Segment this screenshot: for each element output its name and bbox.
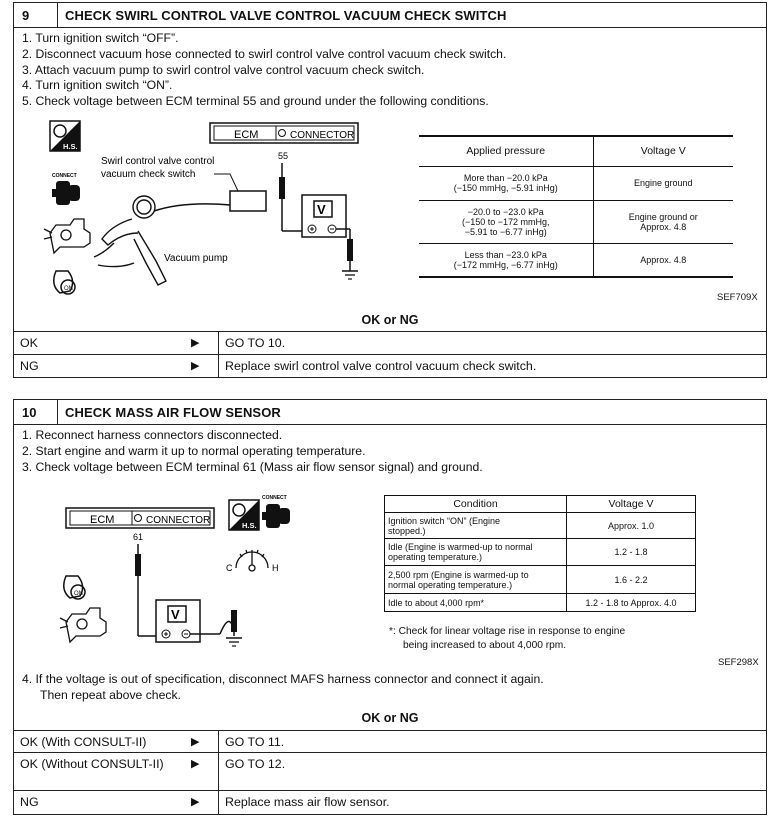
- arrow-icon: ▶: [191, 758, 200, 770]
- voltmeter: [279, 163, 358, 279]
- cell-text: stopped.): [388, 525, 426, 536]
- result-action: Replace swirl control valve control vacuum check switch.: [225, 359, 537, 373]
- hs-label: H.S.: [242, 521, 257, 530]
- figure-code: SEF709X: [717, 292, 758, 303]
- result-row-ok: [14, 331, 766, 354]
- step-number: 9: [14, 3, 58, 27]
- engine-icon: [60, 608, 106, 642]
- result-row-ok-with-consult: [14, 730, 766, 752]
- column-header: Applied pressure: [419, 136, 593, 166]
- vacuum-check-diagram: [14, 111, 414, 311]
- connect-icon: [52, 173, 80, 205]
- ignition-key-icon: [64, 576, 85, 599]
- step-9-header: [14, 3, 766, 28]
- result-row-ng: [14, 354, 766, 378]
- cell-text: Less than −23.0 kPa: [464, 249, 547, 260]
- result-condition: NG: [20, 359, 39, 373]
- cell-text: Approx. 4.8: [640, 254, 687, 265]
- cell-text: normal operating temperature.): [388, 579, 513, 590]
- instruction: 3. Attach vacuum pump to swirl control valve control vacuum check switch.: [22, 62, 425, 77]
- cell-text: More than −20.0 kPa: [463, 173, 548, 183]
- table-row: [385, 594, 696, 612]
- pressure-voltage-table: [419, 135, 733, 278]
- voltmeter: [135, 544, 242, 646]
- cell-text: Ignition switch “ON” (Engine: [388, 515, 501, 526]
- cell-text: 1.2 - 1.8: [614, 547, 648, 557]
- result-condition: OK (Without CONSULT-II): [20, 757, 164, 771]
- step-title: CHECK MASS AIR FLOW SENSOR: [65, 405, 281, 420]
- result-action: GO TO 11.: [225, 735, 285, 749]
- step-9-instructions: [14, 28, 766, 110]
- connector-label: CONNECTOR: [146, 515, 211, 526]
- figure-code: SEF298X: [718, 657, 759, 668]
- cell-text: operating temperature.): [388, 552, 483, 562]
- cell-text: (−172 mmHg, −6.77 inHg): [453, 259, 558, 270]
- table-row: [419, 200, 733, 243]
- instruction: 1. Reconnect harness connectors disconnected.: [22, 428, 283, 442]
- column-header: Voltage V: [640, 145, 686, 158]
- result-row-ok-without-consult: [14, 752, 766, 790]
- hs-icon: [50, 121, 80, 151]
- cell-text: (−150 to −172 mmHg,: [461, 216, 550, 227]
- result-action: GO TO 10.: [225, 336, 286, 350]
- step-10-panel: [13, 399, 767, 815]
- arrow-icon: ▶: [191, 337, 200, 349]
- step-10-instructions: [14, 425, 766, 475]
- step-9-panel: [13, 2, 767, 378]
- instruction: 3. Check voltage between ECM terminal 61 (Mass air flow sensor signal) and ground.: [22, 459, 483, 474]
- cell-text: Idle to about 4,000 rpm*: [388, 597, 485, 608]
- note-line: being increased to about 4,000 rpm.: [403, 640, 567, 651]
- result-row-ng: [14, 790, 766, 814]
- table-row: [385, 566, 696, 594]
- step-10-header: [14, 400, 766, 425]
- swirl-label: Swirl control valve control: [101, 156, 215, 167]
- arrow-icon: ▶: [191, 796, 200, 808]
- table-row: [419, 243, 733, 277]
- result-condition: OK (With CONSULT-II): [20, 735, 147, 749]
- vacuum-check-switch: [230, 191, 266, 211]
- step-number: 10: [14, 400, 58, 424]
- arrow-icon: ▶: [191, 736, 200, 748]
- temperature-gauge-icon: [236, 550, 268, 571]
- cell-text: Engine ground: [633, 178, 693, 188]
- meter-label: V: [171, 607, 180, 622]
- cell-text: −5.91 to −6.77 inHg): [464, 226, 547, 237]
- cell-text: −20.0 to −23.0 kPa: [467, 206, 544, 217]
- connector-label: CONNECTOR: [290, 130, 355, 141]
- table-row: [419, 166, 733, 200]
- cell-text: Idle (Engine is warmed-up to normal: [388, 542, 533, 552]
- hs-label: H.S.: [63, 142, 78, 151]
- ecm-connector: [66, 508, 214, 528]
- ecm-label: ECM: [90, 514, 115, 526]
- gauge-cold-label: C: [226, 563, 233, 573]
- condition-voltage-table: [384, 495, 696, 612]
- ok-or-ng-heading: OK or NG: [361, 711, 419, 725]
- result-condition: OK: [20, 336, 38, 350]
- instruction: 4. Turn ignition switch “ON”.: [22, 78, 173, 93]
- note-line: *: Check for linear voltage rise in response to engine: [389, 626, 626, 637]
- ecm-connector: [210, 123, 358, 143]
- instruction: Then repeat above check.: [40, 688, 181, 702]
- connect-icon: [262, 495, 290, 528]
- ignition-key-icon: [54, 271, 75, 294]
- arrow-icon: ▶: [191, 360, 200, 372]
- cell-text: 2,500 rpm (Engine is warmed-up to: [388, 569, 529, 580]
- result-action: GO TO 12.: [225, 757, 286, 771]
- column-header: Condition: [385, 496, 567, 513]
- table-row: [385, 539, 696, 566]
- instruction: 5. Check voltage between ECM terminal 55 and ground under the following conditions.: [22, 94, 489, 109]
- ecm-label: ECM: [234, 129, 259, 141]
- table-note: [389, 625, 625, 653]
- mafs-check-diagram: [14, 490, 384, 650]
- result-action: Replace mass air flow sensor.: [225, 795, 390, 809]
- step-10-instruction-4: [22, 671, 544, 703]
- swirl-label: vacuum check switch: [101, 169, 196, 180]
- cell-text: (−150 mmHg, −5.91 inHg): [453, 183, 558, 193]
- ok-or-ng-heading: OK or NG: [361, 313, 419, 327]
- cell-text: Approx. 4.8: [640, 221, 687, 232]
- instruction: 1. Turn ignition switch “OFF”.: [22, 31, 179, 45]
- connect-label: CONNECT: [262, 495, 287, 501]
- table-row: [385, 513, 696, 539]
- gauge-hot-label: H: [272, 563, 279, 573]
- pump-label: Vacuum pump: [164, 253, 228, 264]
- cell-text: 1.2 - 1.8 to Approx. 4.0: [585, 597, 677, 608]
- hs-icon: [229, 500, 259, 530]
- meter-label: V: [317, 202, 326, 217]
- instruction: 2. Disconnect vacuum hose connected to swirl control valve control vacuum check switch.: [22, 46, 507, 61]
- instruction: 2. Start engine and warm it up to normal operating temperature.: [22, 443, 366, 458]
- result-rows: [14, 331, 766, 378]
- on-label: ON: [74, 591, 83, 597]
- column-header: Voltage V: [608, 498, 654, 510]
- terminal-number: 55: [278, 151, 289, 161]
- terminal-number: 61: [133, 532, 144, 542]
- cell-text: 1.6 - 2.2: [614, 574, 648, 585]
- instruction: 4. If the voltage is out of specification, disconnect MAFS harness connector and connect it again.: [22, 672, 544, 686]
- cell-text: Approx. 1.0: [607, 520, 655, 531]
- result-condition: NG: [20, 795, 39, 809]
- cell-text: Engine ground or: [628, 211, 698, 222]
- vacuum-hose: [154, 204, 230, 211]
- on-label: ON: [64, 286, 73, 292]
- result-rows: [14, 730, 766, 814]
- vacuum-pump: [94, 196, 166, 285]
- step-title: CHECK SWIRL CONTROL VALVE CONTROL VACUUM CHECK SWITCH: [65, 8, 507, 23]
- connect-label: CONNECT: [52, 173, 77, 179]
- engine-icon: [44, 219, 90, 253]
